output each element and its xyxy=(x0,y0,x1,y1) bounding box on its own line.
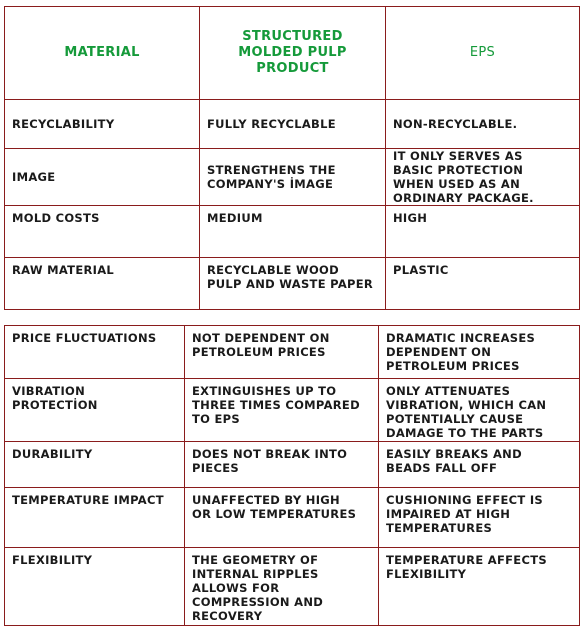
table-row xyxy=(5,488,580,548)
header-material: MATERIAL xyxy=(5,7,200,100)
comparison-table-bottom xyxy=(4,325,580,626)
table-row xyxy=(5,206,580,258)
row-label: MOLD COSTS xyxy=(5,206,200,258)
eps-cell: EASILY BREAKS AND BEADS FALL OFF xyxy=(379,442,580,488)
row-label: VIBRATION PROTECTİON xyxy=(5,379,185,442)
molded-pulp-cell: STRENGTHENS THE COMPANY'S İMAGE xyxy=(200,149,386,206)
row-label: RECYCLABILITY xyxy=(5,100,200,149)
header-molded-pulp: STRUCTURED MOLDED PULP PRODUCT xyxy=(200,7,386,100)
table-header-row xyxy=(5,7,580,100)
molded-pulp-cell: RECYCLABLE WOOD PULP AND WASTE PAPER xyxy=(200,258,386,310)
table-row xyxy=(5,326,580,379)
molded-pulp-cell: NOT DEPENDENT ON PETROLEUM PRICES xyxy=(185,326,379,379)
table-row xyxy=(5,379,580,442)
table-row xyxy=(5,442,580,488)
eps-cell: NON-RECYCLABLE. xyxy=(386,100,580,149)
row-label: DURABILITY xyxy=(5,442,185,488)
header-eps: EPS xyxy=(386,7,580,100)
molded-pulp-cell: DOES NOT BREAK INTO PIECES xyxy=(185,442,379,488)
eps-cell: ONLY ATTENUATES VIBRATION, WHICH CAN POTENTIALLY CAUSE DAMAGE TO THE PARTS xyxy=(379,379,580,442)
molded-pulp-cell: UNAFFECTED BY HIGH OR LOW TEMPERATURES xyxy=(185,488,379,548)
table-row xyxy=(5,149,580,206)
molded-pulp-cell: FULLY RECYCLABLE xyxy=(200,100,386,149)
eps-cell: DRAMATIC INCREASES DEPENDENT ON PETROLEUM PRICES xyxy=(379,326,580,379)
molded-pulp-cell: EXTINGUISHES UP TO THREE TIMES COMPARED TO EPS xyxy=(185,379,379,442)
row-label: PRICE FLUCTUATIONS xyxy=(5,326,185,379)
row-label: TEMPERATURE IMPACT xyxy=(5,488,185,548)
eps-cell: CUSHIONING EFFECT IS IMPAIRED AT HIGH TEMPERATURES xyxy=(379,488,580,548)
molded-pulp-cell: MEDIUM xyxy=(200,206,386,258)
comparison-table-top xyxy=(4,6,580,310)
row-label: IMAGE xyxy=(5,149,200,206)
eps-cell: IT ONLY SERVES AS BASIC PROTECTION WHEN USED AS AN ORDINARY PACKAGE. xyxy=(386,149,580,206)
eps-cell: HIGH xyxy=(386,206,580,258)
table-row xyxy=(5,258,580,310)
table-row xyxy=(5,548,580,626)
eps-cell: PLASTIC xyxy=(386,258,580,310)
row-label: FLEXIBILITY xyxy=(5,548,185,626)
eps-cell: TEMPERATURE AFFECTS FLEXIBILITY xyxy=(379,548,580,626)
molded-pulp-cell: THE GEOMETRY OF INTERNAL RIPPLES ALLOWS FOR COMPRESSION AND RECOVERY xyxy=(185,548,379,626)
table-row xyxy=(5,100,580,149)
row-label: RAW MATERIAL xyxy=(5,258,200,310)
